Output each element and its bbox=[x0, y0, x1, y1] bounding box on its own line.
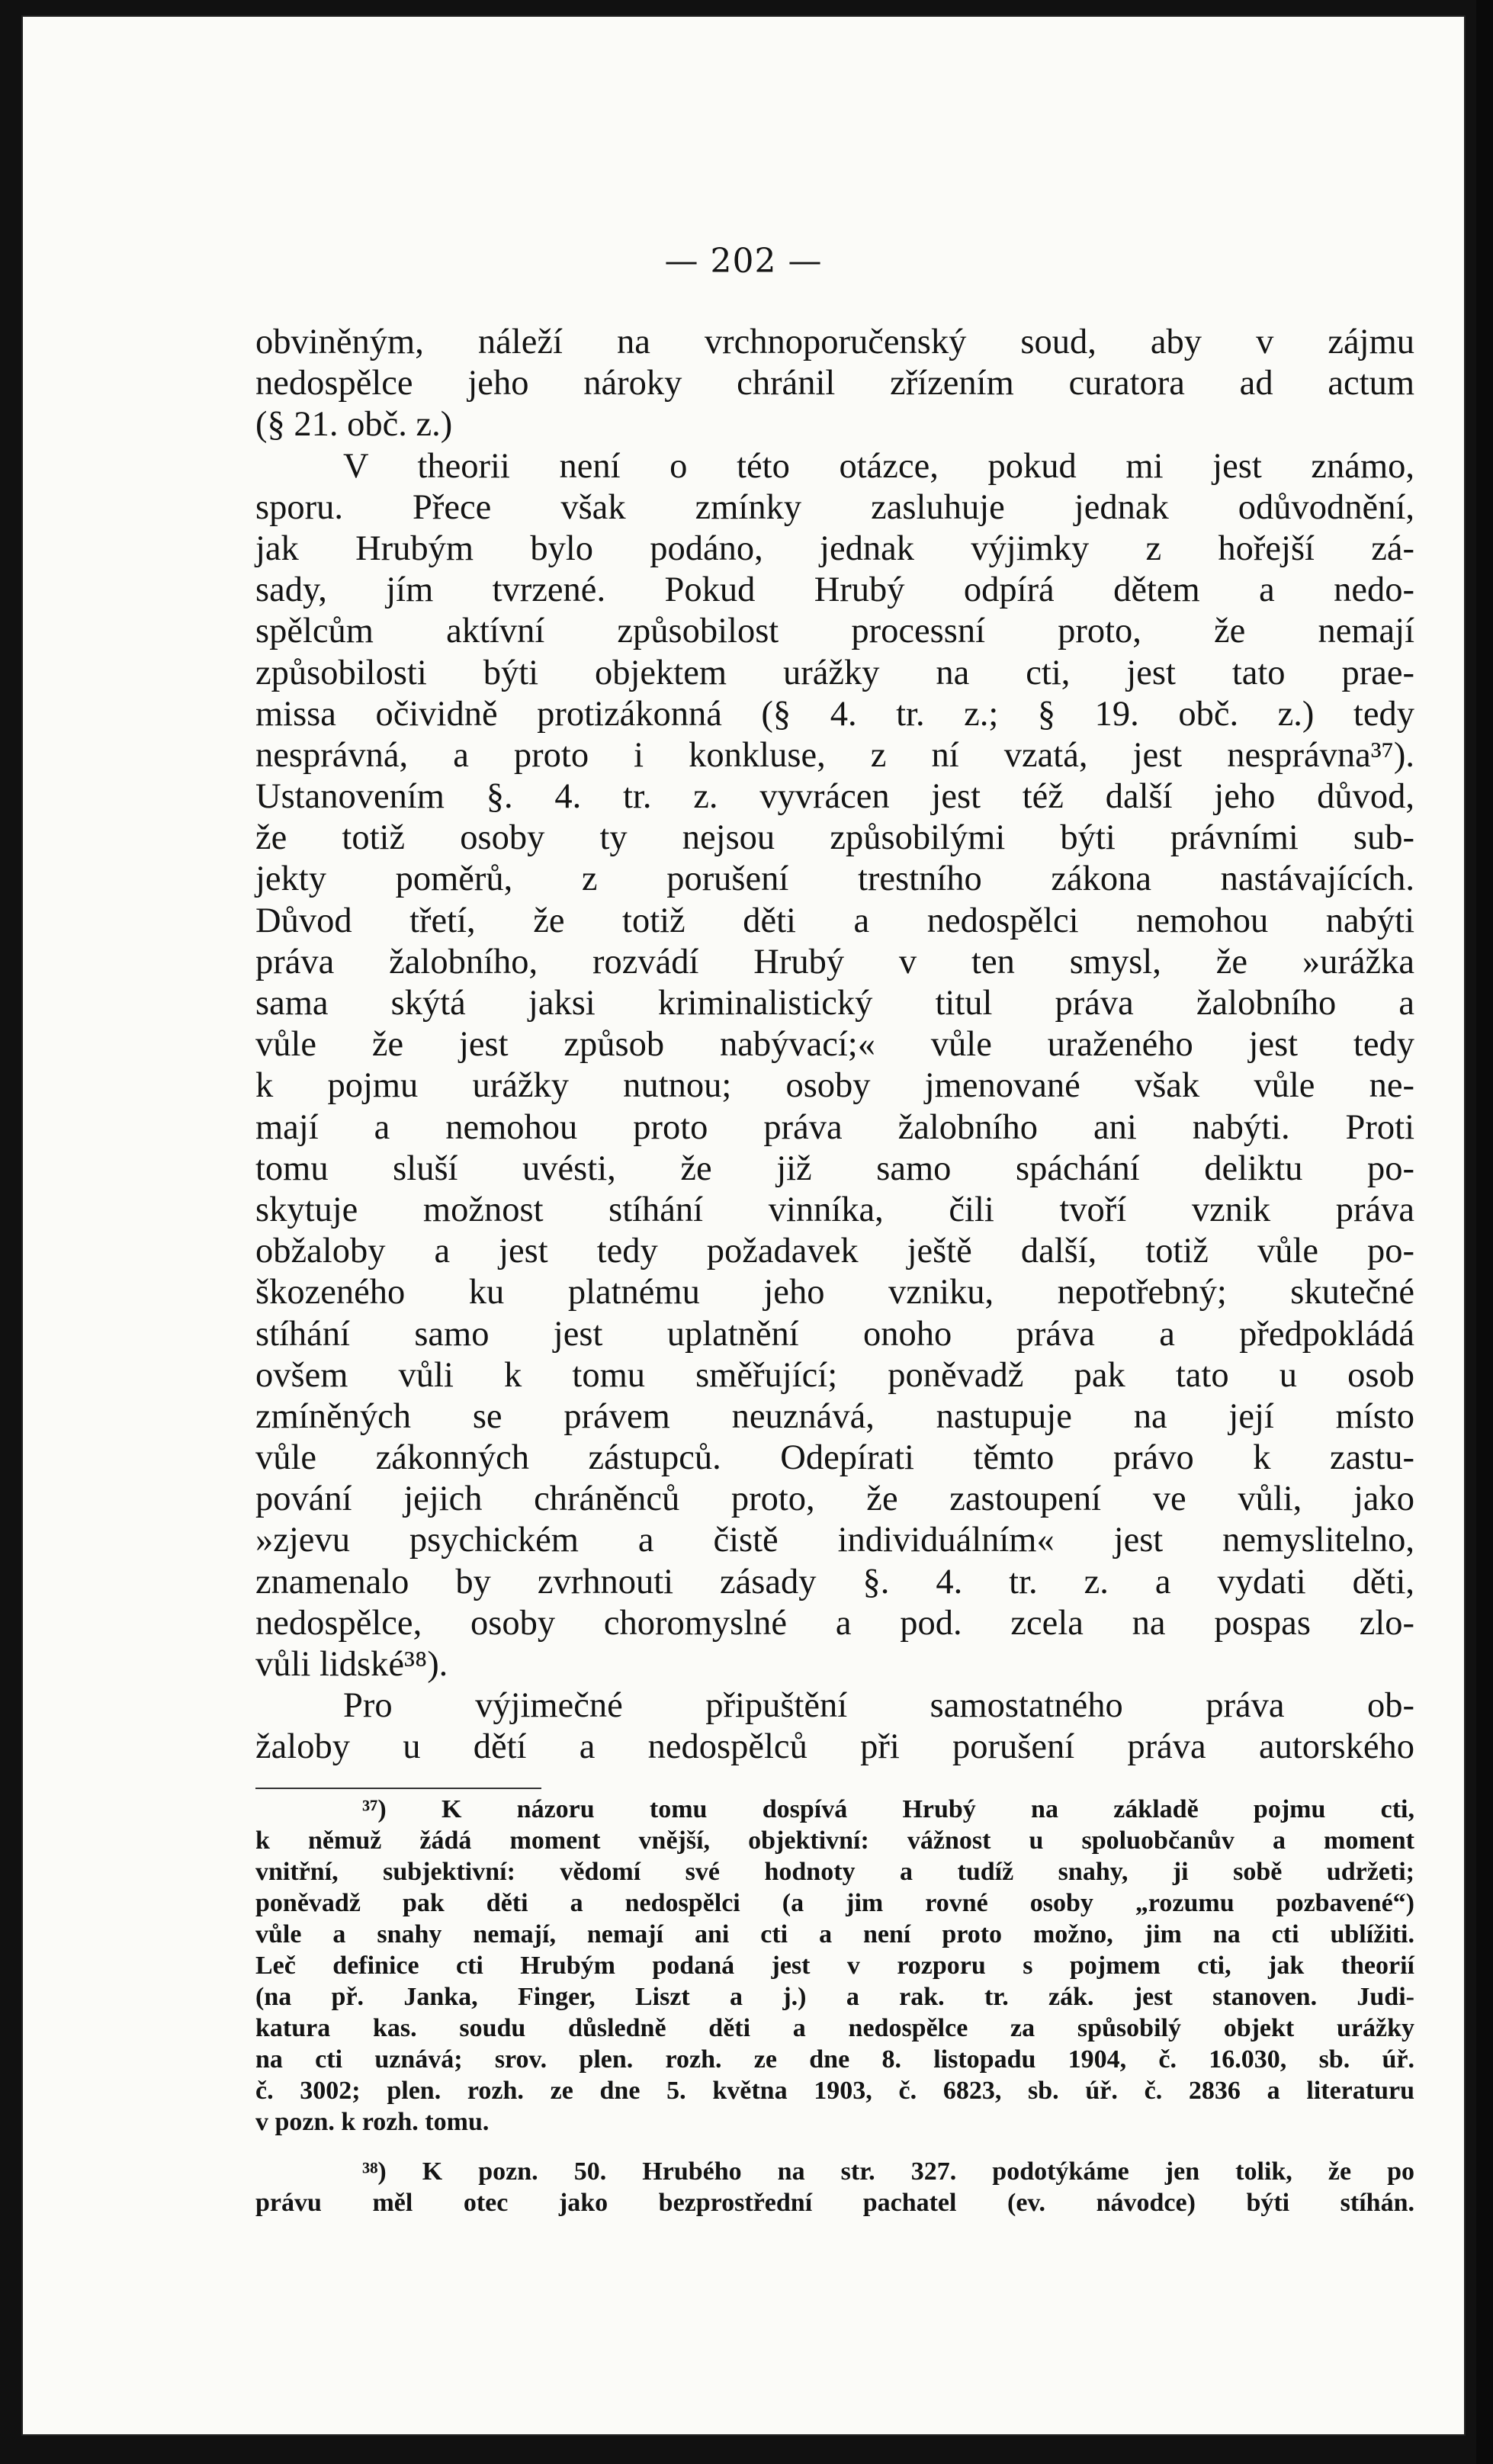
main-text bbox=[255, 322, 1414, 1768]
text-line: mají a nemohou proto práva žalobního ani nabýti. Proti bbox=[255, 1107, 1414, 1147]
text-line: jekty poměrů, z porušení trestního zákona nastávajících. bbox=[255, 859, 1414, 899]
footnote-divider bbox=[255, 1788, 541, 1789]
page-number: — 202 — bbox=[664, 242, 823, 281]
text-line: k pojmu urážky nutnou; osoby jmenované však vůle ne- bbox=[255, 1066, 1414, 1106]
text-line: vůle zákonných zástupců. Odepírati těmto právo k zastu- bbox=[255, 1438, 1414, 1478]
text-line: jak Hrubým bylo podáno, jednak výjimky z hořejší zá- bbox=[255, 528, 1414, 568]
footnote-line: ³⁸) K pozn. 50. Hrubého na str. 327. podotýkáme jen tolik, že po bbox=[362, 2157, 1414, 2186]
footnote-line: č. 3002; plen. rozh. ze dne 5. května 1903, č. 6823, sb. úř. č. 2836 a literaturu bbox=[255, 2077, 1414, 2105]
footnotes bbox=[255, 1794, 1414, 2218]
text-line: práva žalobního, rozvádí Hrubý v ten smysl, že »urážka bbox=[255, 942, 1414, 981]
text-line: znamenalo by zvrhnouti zásady §. 4. tr. z. a vydati děti, bbox=[255, 1562, 1414, 1601]
text-line: tomu sluší uvésti, že již samo spáchání deliktu po- bbox=[255, 1148, 1414, 1188]
text-line: missa očividně protizákonná (§ 4. tr. z.; § 19. obč. z.) tedy bbox=[255, 694, 1414, 734]
footnote-line: vůle a snahy nemají, nemají ani cti a není proto možno, jim na cti ublížiti. bbox=[255, 1920, 1414, 1948]
footnote-line: katura kas. soudu důsledně děti a nedospělce za spůsobilý objekt urážky bbox=[255, 2014, 1414, 2042]
text-line: žaloby u dětí a nedospělců při porušení práva autorského bbox=[255, 1727, 1414, 1767]
text-line: obžaloby a jest tedy požadavek ještě další, totiž vůle po- bbox=[255, 1232, 1414, 1271]
footnote-line: (na př. Janka, Finger, Liszt a j.) a rak. tr. zák. jest stanoven. Judi- bbox=[255, 1983, 1414, 2011]
footnote-line: k němuž žádá moment vnější, objektivní: vážnost u spoluobčanův a moment bbox=[255, 1826, 1414, 1855]
text-line: »zjevu psychickém a čistě individuálním« jest nemyslitelno, bbox=[255, 1521, 1414, 1560]
text-line: zmíněných se právem neuznává, nastupuje na její místo bbox=[255, 1396, 1414, 1436]
text-line: nesprávná, a proto i konkluse, z ní vzatá, jest nesprávna³⁷). bbox=[255, 735, 1414, 775]
footnote-line: ³⁷) K názoru tomu dospívá Hrubý na základě pojmu cti, bbox=[362, 1795, 1414, 1823]
footnote-line: vnitřní, subjektivní: vědomí své hodnoty a tudíž snahy, ji sobě udržeti; bbox=[255, 1858, 1414, 1886]
text-line: stíhání samo jest uplatnění onoho práva a předpokládá bbox=[255, 1314, 1414, 1354]
text-line: skytuje možnost stíhání vinníka, čili tvoří vznik práva bbox=[255, 1190, 1414, 1229]
text-line: nedospělce jeho nároky chránil zřízením curatora ad actum bbox=[255, 364, 1414, 403]
text-line: že totiž osoby ty nejsou způsobilými býti právními sub- bbox=[255, 818, 1414, 858]
text-line: způsobilosti býti objektem urážky na cti, jest tato prae- bbox=[255, 653, 1414, 692]
text-line: vůli lidské³⁸). bbox=[255, 1645, 448, 1684]
text-line: V theorii není o této otázce, pokud mi jest známo, bbox=[343, 446, 1414, 486]
footnote-line: v pozn. k rozh. tomu. bbox=[255, 2108, 490, 2136]
text-line: ovšem vůli k tomu směřující; poněvadž pak tato u osob bbox=[255, 1355, 1414, 1395]
text-line: škozeného ku platnému jeho vzniku, nepotřebný; skutečné bbox=[255, 1273, 1414, 1312]
text-line: sady, jím tvrzené. Pokud Hrubý odpírá dětem a nedo- bbox=[255, 570, 1414, 610]
text-line: Důvod třetí, že totiž děti a nedospělci nemohou nabýti bbox=[255, 901, 1414, 940]
footnote-line: právu měl otec jako bezprostřední pachatel (ev. návodce) býti stíhán. bbox=[255, 2189, 1414, 2217]
footnote-line: poněvadž pak děti a nedospělci (a jim rovné osoby „rozumu pozbavené“) bbox=[255, 1889, 1414, 1917]
text-line: Pro výjimečné připuštění samostatného práva ob- bbox=[343, 1686, 1414, 1726]
book-page bbox=[23, 17, 1464, 2434]
footnote-38 bbox=[255, 2156, 1414, 2218]
text-line: vůle že jest způsob nabývací;« vůle uraženého jest tedy bbox=[255, 1025, 1414, 1065]
text-line: pování jejich chráněnců proto, že zastoupení ve vůli, jako bbox=[255, 1479, 1414, 1519]
text-line: Ustanovením §. 4. tr. z. vyvrácen jest též další jeho důvod, bbox=[255, 777, 1414, 817]
text-line: sama skýtá jaksi kriminalistický titul práva žalobního a bbox=[255, 984, 1414, 1023]
scan-edge bbox=[1476, 0, 1493, 2464]
footnote-line: na cti uznává; srov. plen. rozh. ze dne 8. listopadu 1904, č. 16.030, sb. úř. bbox=[255, 2045, 1414, 2074]
text-line: spělcům aktívní způsobilost processní proto, že nemají bbox=[255, 612, 1414, 651]
text-line: obviněným, náleží na vrchnoporučenský soud, aby v zájmu bbox=[255, 323, 1414, 361]
footnote-37 bbox=[255, 1794, 1414, 2138]
text-line: nedospělce, osoby choromyslné a pod. zcela na pospas zlo- bbox=[255, 1603, 1414, 1643]
text-line: sporu. Přece však zmínky zasluhuje jednak odůvodnění, bbox=[255, 487, 1414, 527]
footnote-line: Leč definice cti Hrubým podaná jest v rozporu s pojmem cti, jak theorií bbox=[255, 1952, 1414, 1980]
text-line: (§ 21. obč. z.) bbox=[255, 405, 453, 445]
